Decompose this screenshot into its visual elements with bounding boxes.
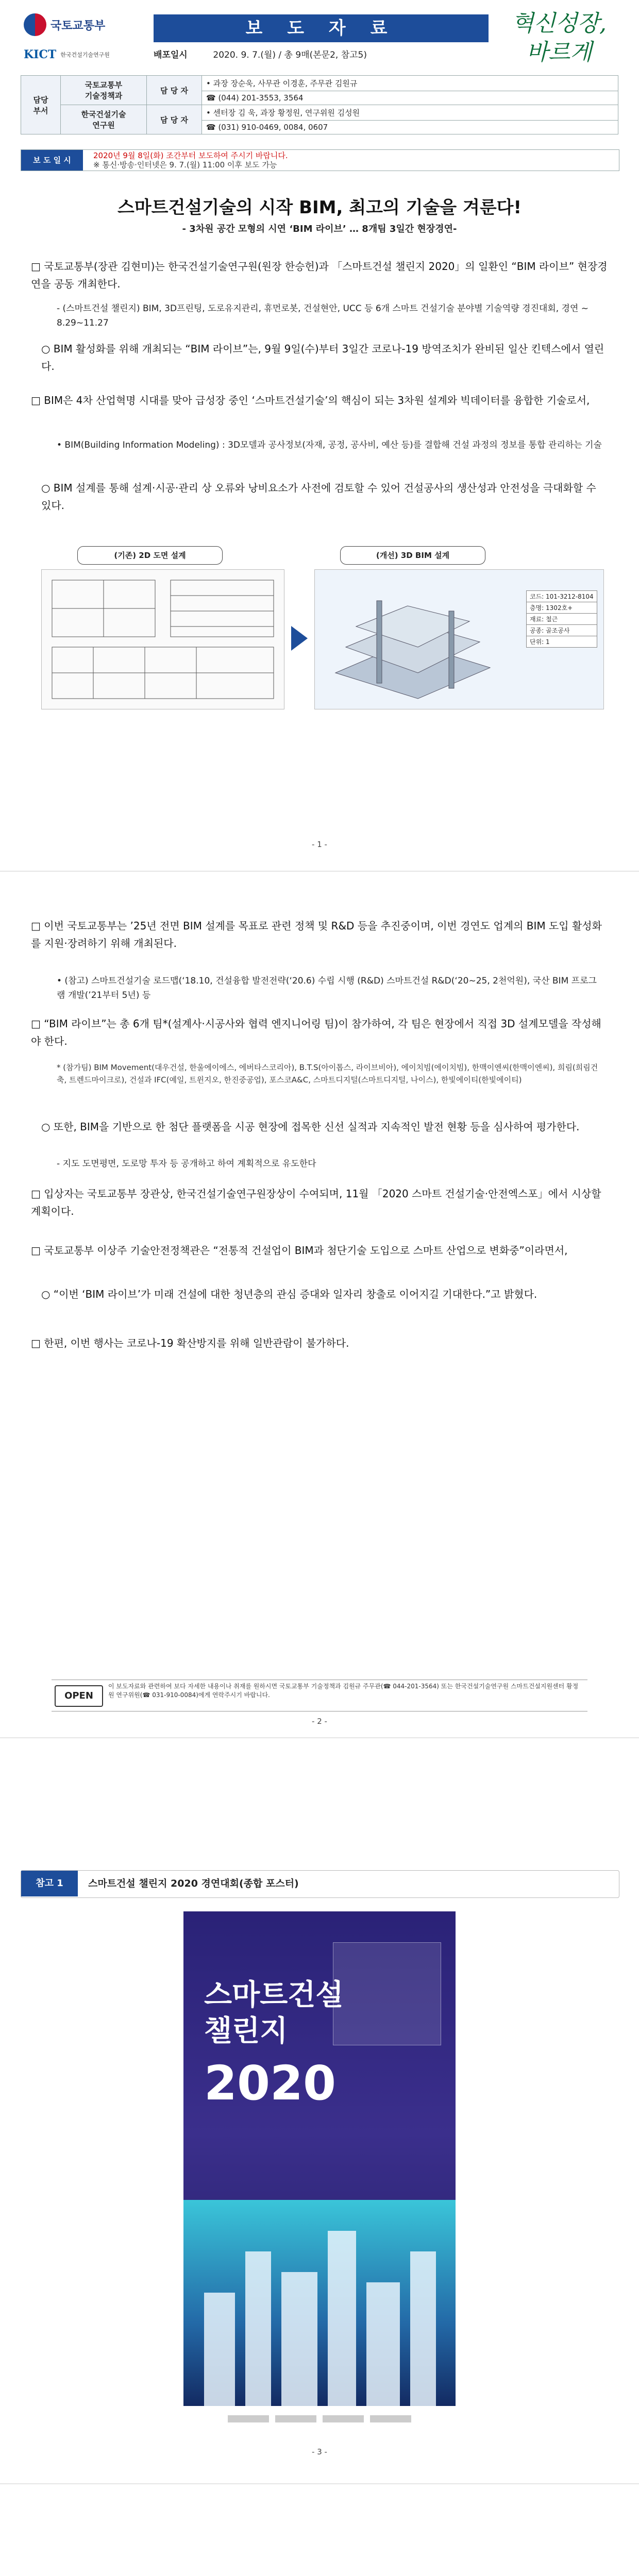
page-1	[0, 0, 639, 866]
table-row	[527, 591, 597, 602]
poster-title-2: 챌린지	[204, 2014, 288, 2048]
ref-badge: 참고 1	[21, 1871, 78, 1896]
building-icon	[366, 2282, 400, 2406]
date-value: 2020. 9. 7.(월) /	[213, 50, 282, 60]
ministry-logo	[24, 12, 146, 37]
note: - (스마트건설 챌린지) BIM, 3D프린팅, 도로유지관리, 휴먼로봇, 건설현안, UCC 등 6개 스마트 건설기술 분야별 기술역량 경진대회, 경연 ~ 8.29~11.27	[57, 303, 589, 328]
contact-tel: ☎ (031) 910-0469, 0084, 0607	[202, 121, 618, 134]
sponsor-logo	[228, 2415, 269, 2422]
logo-box	[21, 9, 149, 71]
slogan-line-2: 바르게	[526, 39, 592, 65]
page-divider	[0, 1737, 639, 1738]
page-divider	[0, 2483, 639, 2484]
paragraph: □ “BIM 라이브”는 총 6개 팀*(설계사·시공사와 협력 엔지니어링 팀)이 참가하여, 각 팀은 현장에서 직접 3D 설계모델을 작성해야 한다.	[31, 1018, 601, 1047]
dept-name: 국토교통부 기술정책과	[61, 76, 147, 105]
bim-info-cell: 코드: 101-3212-8104	[527, 591, 597, 602]
bim-info-cell: 공종: 골조공사	[527, 625, 597, 636]
table-row	[527, 625, 597, 636]
paragraph: □ 국토교통부 이상주 기술안전정책관은 “전통적 건설업이 BIM과 첨단기술 도입으로 스마트 산업으로 변화중”이라면서,	[31, 1244, 568, 1257]
page-3	[0, 1747, 639, 2478]
paragraph: ○ BIM 활성화를 위해 개최되는 “BIM 라이브”는, 9월 9일(수)부터 3일간 코로나-19 방역조치가 완비된 일산 킨텍스에서 열린다.	[41, 343, 604, 372]
page-4	[0, 2494, 639, 2576]
note: - 지도 도면평면, 도로망 투자 등 공개하고 하여 계획적으로 유도한다	[57, 1159, 316, 1169]
poster-city-illustration	[183, 2200, 456, 2406]
slogan	[500, 9, 618, 81]
contact-tel: ☎ (044) 201-3553, 3564	[202, 91, 618, 105]
role-label: 담 당 자	[147, 105, 202, 134]
3d-bim-image	[314, 569, 604, 709]
sponsor-logo	[323, 2415, 364, 2422]
2d-drawing-icon	[42, 570, 284, 709]
page-2	[0, 886, 639, 1731]
dept-name: 한국건설기술 연구원	[61, 105, 147, 134]
press-header	[21, 9, 618, 174]
paragraph: □ 이번 국토교통부는 ’25년 전면 BIM 설계를 목표로 관련 정책 및 R&D 등을 추진중이며, 이번 경연도 업계의 BIM 도입 활성화를 지원·장려하기 위해 개최된다.	[31, 920, 602, 950]
embargo-line-1: 2020년 9월 8일(화) 조간부터 보도하여 주시기 바랍니다.	[93, 151, 288, 160]
building-icon	[281, 2272, 317, 2406]
table-row	[527, 636, 597, 648]
dept-label: 담당 부서	[21, 76, 61, 134]
note: • (참고) 스마트건설기술 로드맵(‘18.10, 건설융합 발전전략(‘20.6) 수립 시행 (R&D) 스마트건설 R&D(‘20~25, 2천억원), 국산 BIM 프로그램 개발(’21부터 5년) 등	[57, 976, 597, 1001]
role-label: 담 당 자	[147, 76, 202, 105]
paragraph: □ 입상자는 국토교통부 장관상, 한국건설기술연구원장상이 수여되며, 11월 「2020 스마트 건설기술·안전엑스포」에서 시상할 계획이다.	[31, 1188, 601, 1217]
kict-full-name: 한국건설기술연구원	[60, 52, 110, 58]
3d-model-icon	[315, 570, 521, 709]
embargo-box	[21, 149, 619, 171]
poster-info-panel	[333, 1942, 441, 2045]
bim-info-cell: 층명: 1302호+	[527, 602, 597, 614]
dateline	[154, 47, 489, 60]
table-row	[527, 602, 597, 614]
building-icon	[245, 2251, 271, 2406]
open-license-icon: OPEN	[55, 1685, 103, 1707]
sponsor-logo	[370, 2415, 411, 2422]
poster-year: 2020	[204, 2056, 337, 2111]
challenge-poster	[183, 1911, 456, 2406]
paragraph: □ 국토교통부(장관 김현미)는 한국건설기술연구원(원장 한승헌)과 「스마트건설 챌린지 2020」의 일환인 “BIM 라이브” 현장경연을 공동 개최한다.	[31, 260, 608, 290]
building-icon	[328, 2231, 356, 2406]
page-number: - 2 -	[312, 1717, 327, 1726]
paragraph: ○ 또한, BIM을 기반으로 한 첨단 플랫폼을 시공 현장에 접목한 신선 실적과 지속적인 발전 현황 등을 심사하여 평가한다.	[41, 1121, 580, 1133]
sponsor-logo	[275, 2415, 316, 2422]
license-text: 이 보도자료와 관련하여 보다 자세한 내용이나 취재를 원하시면 국토교통부 기술정책과 김원규 주무관(☎ 044-201-3564) 또는 한국건설기술연구원 스마트건설지원센터 황정원 연구위원(☎ 031-910-0084)에게 연락주시기 바랍니다.	[108, 1683, 579, 1699]
page-divider	[0, 871, 639, 872]
contact-people: • 과장 장순욱, 사무관 이경훈, 주무관 김원규	[202, 76, 618, 91]
contact-row	[21, 105, 618, 121]
license-box	[52, 1680, 587, 1711]
arrow-icon	[291, 626, 308, 651]
building-icon	[204, 2293, 235, 2406]
paragraph: ○ “이번 ‘BIM 라이브’가 미래 건설에 대한 청년층의 관심 증대와 일자리 창출로 이어지길 기대한다.”고 밝혔다.	[41, 1288, 537, 1300]
poster-title: 스마트건설	[204, 1978, 344, 2012]
ref1-title-bar	[21, 1870, 619, 1898]
paragraph: □ 한편, 이번 행사는 코로나-19 확산방지를 위해 일반관람이 불가하다.	[31, 1337, 349, 1349]
paragraph: □ BIM은 4차 산업혁명 시대를 맞아 급성장 중인 ‘스마트건설기술’의 핵심이 되는 3차원 설계와 빅데이터를 융합한 기술로서,	[31, 394, 590, 406]
date-label: 배포일시	[154, 50, 188, 60]
contact-table	[21, 75, 618, 134]
slogan-line-1: 혁신성장,	[511, 10, 607, 37]
headline: 스마트건설기술의 시작 BIM, 최고의 기술을 겨룬다!	[117, 197, 522, 218]
ministry-name: 국토교통부	[51, 19, 106, 32]
table-row	[527, 614, 597, 625]
page-number: - 1 -	[312, 840, 327, 849]
pages-value: 총 9매(본문2, 참고5)	[284, 50, 367, 60]
2d-drawing-image	[41, 569, 284, 709]
contact-people: • 센터장 김 욱, 과장 황정원, 연구위원 김성원	[202, 105, 618, 121]
fig-left-label: (기존) 2D 도면 설계	[77, 546, 223, 565]
sponsor-logos	[183, 2411, 456, 2427]
embargo-text	[93, 151, 609, 170]
contact-row	[21, 76, 618, 91]
fig-right-label: (개선) 3D BIM 설계	[340, 546, 485, 565]
bim-info-cell: 재료: 철근	[527, 614, 597, 625]
doc-type-title: 보 도 자 료	[154, 14, 489, 42]
building-icon	[410, 2251, 436, 2406]
page-number: - 3 -	[312, 2447, 327, 2456]
paragraph: ○ BIM 설계를 통해 설계·시공·관리 상 오류와 낭비요소가 사전에 검토할 수 있어 건설공사의 생산성과 안전성을 극대화할 수 있다.	[41, 482, 596, 512]
ref-title: 스마트건설 챌린지 2020 경연대회(종합 포스터)	[88, 1878, 299, 1889]
embargo-line-2: ※ 통신·방송·인터넷은 9. 7.(월) 11:00 이후 보도 가능	[93, 160, 277, 170]
ministry-emblem-icon	[24, 13, 46, 36]
note: • BIM(Building Information Modeling) : 3D모델과 공사정보(자재, 공정, 공사비, 예산 등)를 결합해 건설 과정의 정보를 통합 관리하는 기술	[57, 440, 602, 450]
embargo-label: 보 도 일 시	[21, 150, 83, 171]
subheadline: - 3차원 공간 모형의 시연 ‘BIM 라이브’ … 8개팀 3일간 현장경연-	[182, 224, 457, 234]
bim-info-cell: 단위: 1	[527, 636, 597, 648]
kict-logo	[24, 42, 146, 67]
note: * (참가팀) BIM Movement(대우건설, 한울에이에스, 에버타스코리아), B.T.S(아이톱스, 라이브비아), 에이치빔(에이치빔), 한맥이엔씨(한맥이엔씨), 희림(희림건축, 트렌드마이크로), 건설과 IFC(예일, 트윈지오, 한진중공업), 포스코A&C, 스마트디지털(스마트디지털, 나이스), 한빛에이티(한빛에이티)	[57, 1063, 598, 1084]
kict-name: KICT	[24, 48, 57, 61]
bim-info-table	[526, 590, 597, 648]
